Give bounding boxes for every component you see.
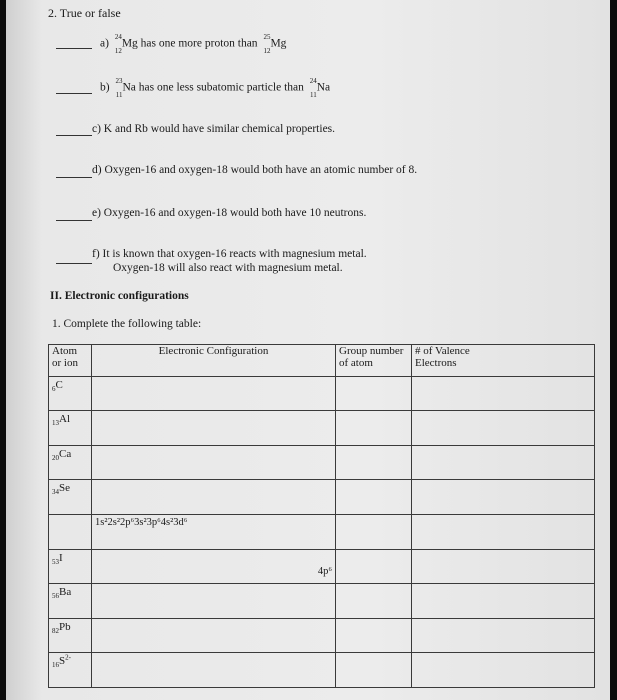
config-cell[interactable] bbox=[92, 480, 336, 515]
group-cell[interactable] bbox=[336, 376, 412, 411]
group-cell[interactable] bbox=[336, 514, 412, 549]
header-valence: # of Valence Electrons bbox=[412, 345, 595, 377]
valence-cell[interactable] bbox=[412, 653, 595, 688]
atom-cell[interactable]: $_{34}$Se bbox=[49, 480, 92, 515]
answer-blank-a[interactable] bbox=[56, 48, 92, 49]
answer-blank-e[interactable] bbox=[56, 220, 92, 221]
atom-cell[interactable] bbox=[49, 514, 92, 549]
valence-cell[interactable] bbox=[412, 445, 595, 480]
config-cell[interactable] bbox=[92, 445, 336, 480]
table-header-row bbox=[49, 345, 595, 377]
worksheet-page bbox=[6, 0, 610, 700]
config-cell[interactable] bbox=[92, 411, 336, 446]
question-d: d) Oxygen-16 and oxygen-18 would both have an atomic number of 8. bbox=[92, 164, 418, 176]
table-row bbox=[49, 411, 595, 446]
config-cell[interactable] bbox=[92, 653, 336, 688]
config-cell[interactable]: 1s²2s²2p⁶3s²3p⁶4s²3d⁶ bbox=[92, 514, 336, 549]
valence-cell[interactable] bbox=[412, 584, 595, 619]
table-row bbox=[49, 480, 595, 515]
table-row bbox=[49, 514, 595, 549]
question-c: c) K and Rb would have similar chemical properties. bbox=[92, 123, 336, 135]
table-row bbox=[49, 445, 595, 480]
isotope-na-23: 23 11 bbox=[115, 77, 123, 99]
question-f-line2: Oxygen-18 will also react with magnesium metal. bbox=[113, 262, 343, 274]
header-config: Electronic Configuration bbox=[92, 345, 336, 377]
header-atom: Atom or ion bbox=[49, 345, 92, 377]
group-cell[interactable] bbox=[336, 480, 412, 515]
isotope-mg-24: 24 12 bbox=[114, 33, 122, 55]
question-a: a) 24 12 Mg has one more proton than 25 12 Mg bbox=[100, 33, 287, 55]
section-title-true-false: 2. True or false bbox=[48, 6, 121, 20]
table-row bbox=[49, 584, 595, 619]
group-cell[interactable] bbox=[336, 445, 412, 480]
group-cell[interactable] bbox=[336, 653, 412, 688]
valence-cell[interactable] bbox=[412, 411, 595, 446]
table-row bbox=[49, 376, 595, 411]
valence-cell[interactable] bbox=[412, 549, 595, 584]
valence-cell[interactable] bbox=[412, 376, 595, 411]
group-cell[interactable] bbox=[336, 584, 412, 619]
table-row bbox=[49, 549, 595, 584]
atom-cell[interactable]: $_{53}$I bbox=[49, 549, 92, 584]
answer-blank-c[interactable] bbox=[56, 135, 92, 136]
question-b: b) 23 11 Na has one less subatomic particle than 24 11 Na bbox=[100, 77, 331, 99]
electron-config-table bbox=[48, 344, 595, 688]
atom-cell[interactable]: $_6$C bbox=[49, 376, 92, 411]
question-e: e) Oxygen-16 and oxygen-18 would both have 10 neutrons. bbox=[92, 207, 367, 219]
table-row bbox=[49, 653, 595, 688]
valence-cell[interactable] bbox=[412, 514, 595, 549]
config-cell[interactable] bbox=[92, 584, 336, 619]
question-f-line1: f) It is known that oxygen-16 reacts with magnesium metal. bbox=[92, 248, 367, 260]
answer-blank-b[interactable] bbox=[56, 93, 92, 94]
section-title-electronic: II. Electronic configurations bbox=[50, 290, 189, 302]
group-cell[interactable] bbox=[336, 411, 412, 446]
atom-cell[interactable]: $_{56}$Ba bbox=[49, 584, 92, 619]
answer-blank-d[interactable] bbox=[56, 177, 92, 178]
header-group: Group number of atom bbox=[336, 345, 412, 377]
atom-cell[interactable]: $_{16}S^{2-}$ bbox=[49, 653, 92, 688]
table-instruction: 1. Complete the following table: bbox=[52, 318, 202, 330]
atom-cell[interactable]: $_{20}$Ca bbox=[49, 445, 92, 480]
group-cell[interactable] bbox=[336, 549, 412, 584]
isotope-na-24: 24 11 bbox=[309, 77, 317, 99]
config-cell[interactable] bbox=[92, 618, 336, 653]
config-cell[interactable] bbox=[92, 376, 336, 411]
isotope-mg-25: 25 12 bbox=[263, 33, 271, 55]
config-cell[interactable]: 4p⁶ bbox=[92, 549, 336, 584]
table-row bbox=[49, 618, 595, 653]
valence-cell[interactable] bbox=[412, 618, 595, 653]
answer-blank-f[interactable] bbox=[56, 263, 92, 264]
group-cell[interactable] bbox=[336, 618, 412, 653]
atom-cell[interactable]: $_{82}$Pb bbox=[49, 618, 92, 653]
valence-cell[interactable] bbox=[412, 480, 595, 515]
atom-cell[interactable]: $_{13}$Al bbox=[49, 411, 92, 446]
